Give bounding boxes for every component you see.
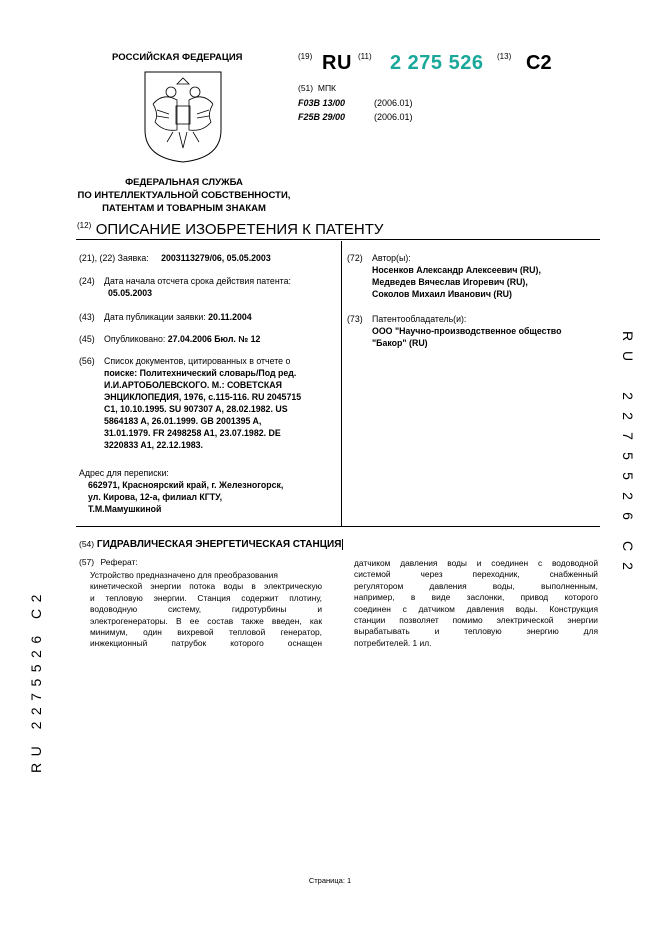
side-number-right (618, 326, 638, 576)
tag-54: (54) (79, 539, 95, 549)
field-24-label: Дата начала отсчета срока действия патента: (104, 276, 291, 286)
abstract-line: вырабатывать и тепловую энергию для (354, 626, 598, 637)
abstract-line: инжекционный патрубок которого оснащен (90, 638, 322, 649)
side-char: 2 (620, 392, 636, 400)
side-char (618, 366, 638, 386)
tag-21: (21), (22) (79, 253, 116, 263)
country-name: РОССИЙСКАЯ ФЕДЕРАЦИЯ (112, 52, 243, 63)
ipc-year: (2006.01) (374, 112, 413, 122)
address-line: Т.М.Мамушкиной (88, 504, 162, 514)
field-73-label: Патентообладатель(и): (372, 314, 467, 324)
field-43-label: Дата публикации заявки: (104, 312, 206, 322)
abstract-line: минимум, один вихревой тепловой генератор, (90, 627, 322, 638)
address-line: 662971, Красноярский край, г. Железногорск, (88, 480, 284, 490)
tag-12: (12) (77, 221, 92, 230)
abstract-right (354, 558, 598, 649)
patent-number: 2 275 526 (390, 52, 484, 74)
field-56-line: Список документов, цитированных в отчете о (104, 356, 291, 366)
abstract-line: станции позволяет помимо электрической энергии (354, 615, 598, 626)
invention-title (79, 539, 343, 550)
side-char: 5 (620, 452, 636, 460)
side-number-left (24, 527, 48, 773)
side-char: 7 (620, 432, 636, 440)
field-56-line: И.И.АРТОБОЛЕВСКОГО. М.: СОВЕТСКАЯ (104, 380, 282, 390)
title-rule (76, 239, 600, 240)
field-21-value: 2003113279/06, 05.05.2003 (161, 253, 271, 263)
side-char: 2 (620, 412, 636, 420)
abstract-line: и тепловую энергии. Станция содержит плотину, (90, 592, 322, 603)
abstract-line: регулятором давления воды, выполненным, (354, 580, 598, 591)
side-char: 2 (620, 492, 636, 500)
tag-13: (13) (497, 52, 512, 61)
owner-line: "Бакор" (RU) (372, 338, 428, 348)
side-char: U (620, 350, 636, 362)
side-char: 6 (620, 512, 636, 520)
document-title (77, 221, 383, 239)
abstract-line: Устройство предназначено для преобразования (90, 570, 278, 580)
tag-51: (51) (298, 83, 314, 93)
abstract-label: Реферат: (100, 557, 138, 567)
address-line: ул. Кирова, 12-а, филиал КГТУ, (88, 492, 223, 502)
abstract-line: датчиком давления воды и соединен с водоводной (354, 558, 598, 568)
field-45-value: 27.04.2006 Бюл. № 12 (167, 334, 261, 344)
tag-72: (72) (347, 253, 363, 263)
field-56-line: 31.01.1979. FR 2498258 A1, 23.07.1982. DE (104, 428, 281, 438)
address-block (79, 467, 341, 515)
field-21-label: Заявка: (117, 253, 149, 263)
emblem-icon (143, 70, 223, 164)
agency-line: ФЕДЕРАЛЬНАЯ СЛУЖБА (125, 177, 243, 188)
ipc-block (298, 82, 413, 124)
field-24-value: 05.05.2003 (108, 288, 153, 298)
kind-code: C2 (526, 52, 552, 74)
abstract-line: кинетической энергии потока воды в электрическую (90, 581, 322, 592)
mpk-label: МПК (317, 83, 337, 93)
field-45-label: Опубликовано: (104, 334, 166, 344)
field-43-value: 20.11.2004 (208, 312, 252, 322)
abstract-header (79, 557, 138, 567)
field-56-line: 5864183 A, 26.01.1999. GB 2001395 A, (104, 416, 262, 426)
field-56-line: поиске: Политехнический словарь/Под ред. (104, 368, 297, 378)
agency-line: ПАТЕНТАМ И ТОВАРНЫМ ЗНАКАМ (102, 203, 266, 214)
author-line: Медведев Вячеслав Игоревич (RU), (372, 277, 528, 287)
abstract-left (90, 570, 322, 650)
tag-19: (19) (298, 52, 313, 61)
side-char: C (620, 540, 636, 552)
title-text: ОПИСАНИЕ ИЗОБРЕТЕНИЯ К ПАТЕНТУ (95, 221, 384, 238)
ipc-code: F25B 29/00 (298, 112, 346, 122)
tag-43: (43) (79, 312, 95, 322)
ipc-code: F03B 13/00 (298, 98, 346, 108)
field-56-line: 3220833 A1, 22.12.1983. (104, 440, 203, 450)
tag-11: (11) (358, 52, 372, 61)
tag-24: (24) (79, 276, 95, 286)
abstract-line: например, в виде заслонки, привод которого (354, 592, 598, 603)
field-21 (79, 252, 341, 264)
abstract-line: соединен с датчиком давления воды. Конструкция (354, 603, 598, 614)
abstract-line: потребителей. 1 ил. (354, 637, 432, 648)
side-number-left-text: RU 2275526 C2 (28, 588, 44, 773)
invention-title-text: ГИДРАВЛИЧЕСКАЯ ЭНЕРГЕТИЧЕСКАЯ СТАНЦИЯ (96, 539, 342, 550)
author-line: Соколов Михаил Иванович (RU) (372, 289, 512, 299)
tag-56: (56) (79, 356, 95, 366)
address-label: Адрес для переписки: (79, 468, 169, 478)
abstract-line: водоводную систему, гидротурбины и (90, 604, 322, 615)
side-char: 5 (620, 472, 636, 480)
column-divider (341, 241, 342, 526)
country-code: RU (322, 52, 352, 74)
side-char: R (620, 330, 636, 342)
author-line: Носенков Александр Алексеевич (RU), (372, 265, 541, 275)
tag-73: (73) (347, 314, 363, 324)
section-rule (76, 526, 600, 527)
side-char: 2 (620, 562, 636, 570)
tag-57: (57) (79, 557, 95, 567)
agency-name (65, 176, 303, 215)
ipc-year: (2006.01) (374, 98, 413, 108)
field-56-line: C1, 10.10.1995. SU 907307 A, 28.02.1982. US (104, 404, 288, 414)
owner-line: ООО "Научно-производственное общество (372, 326, 562, 336)
field-72-label: Автор(ы): (372, 253, 411, 263)
field-56-line: ЭНЦИКЛОПЕДИЯ, 1976, с.115-116. RU 2045715 (104, 392, 302, 402)
abstract-line: системой через переходник, снабженный (354, 569, 598, 580)
page-footer: Страница: 1 (308, 876, 352, 885)
abstract-line: электрогенераторы. В ее состав также введен, как (90, 615, 322, 626)
agency-line: ПО ИНТЕЛЛЕКТУАЛЬНОЙ СОБСТВЕННОСТИ, (77, 190, 291, 201)
tag-45: (45) (79, 334, 95, 344)
